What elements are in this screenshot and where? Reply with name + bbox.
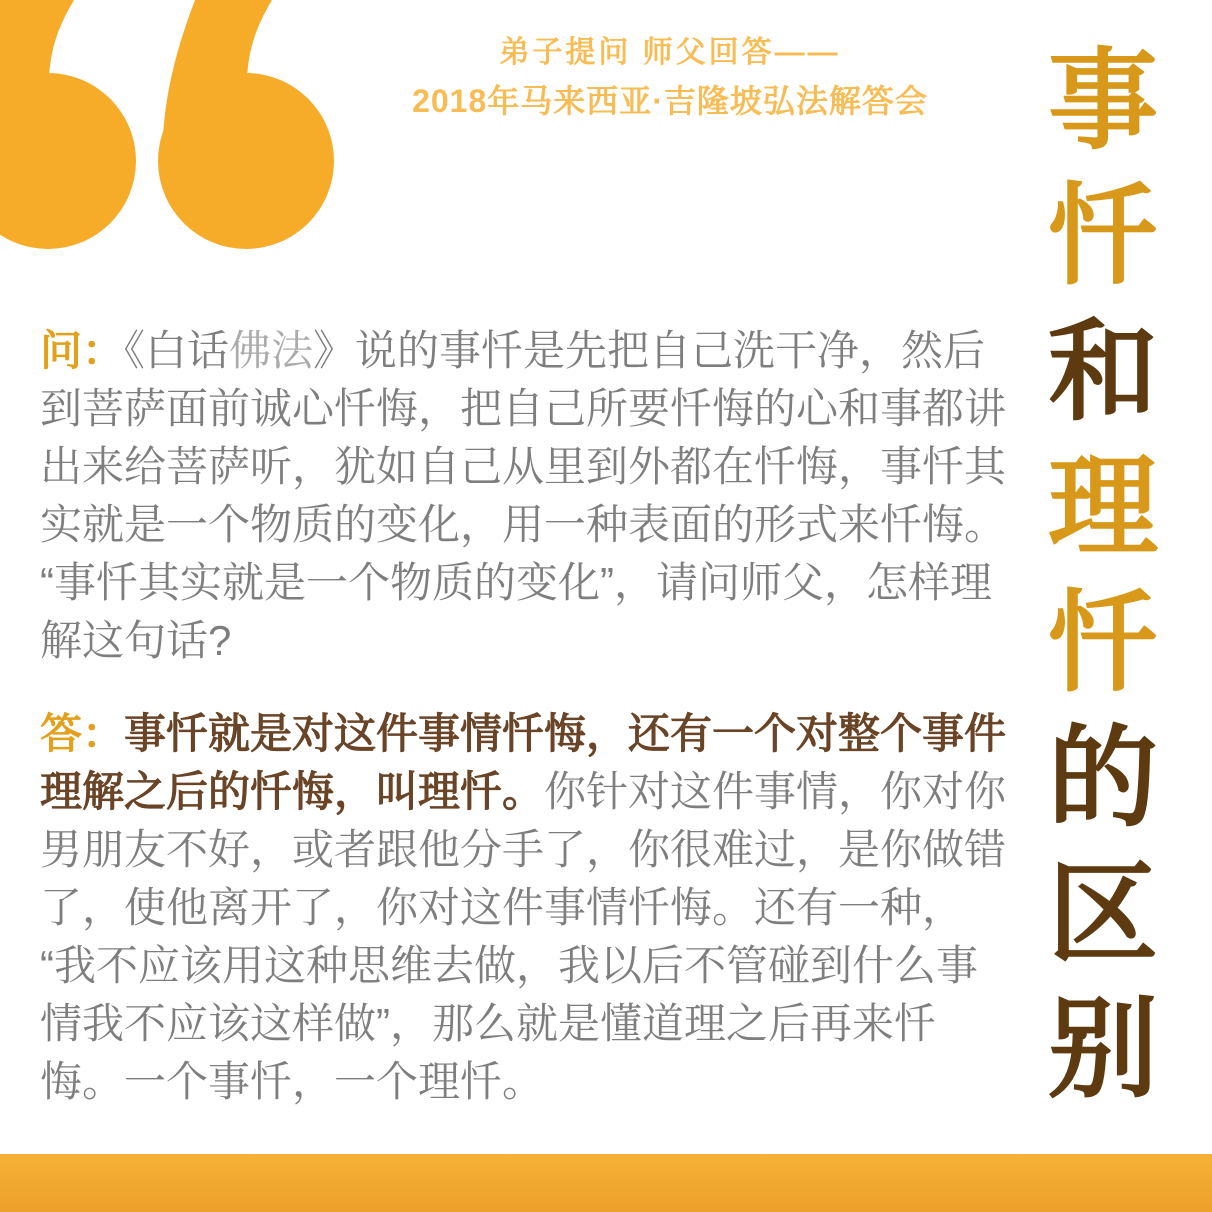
event-header — [340, 30, 1000, 126]
side-title-char: 忏 — [1048, 171, 1158, 301]
answer-text-regular: 你针对这件事情，你对你男朋友不好，或者跟他分手了，你很难过，是你做错了，使他离开了，你对这件事情忏悔。还有一种，“我不应该用这种思维去做，我以后不管碰到什么事情我不应该这样做”，那么就是懂道理之后再来忏悔。一个事忏，一个理忏。 — [40, 768, 1007, 1105]
question-label: 问： — [40, 327, 125, 374]
side-title-char: 事 — [1048, 36, 1158, 165]
side-title-char: 的 — [1048, 713, 1158, 843]
side-title-char: 理 — [1048, 442, 1158, 572]
side-title — [1044, 36, 1162, 1113]
double-quote-icon — [0, 0, 340, 250]
bottom-bar — [0, 1154, 1212, 1212]
side-title-char: 区 — [1048, 848, 1158, 978]
event-header-line1: 弟子提问 师父回答—— — [499, 36, 841, 69]
question-paragraph — [40, 322, 1015, 670]
side-title-char: 忏 — [1048, 577, 1158, 707]
event-header-line2: 2018年马来西亚·吉隆坡弘法解答会 — [412, 83, 928, 119]
answer-label: 答： — [40, 710, 125, 757]
question-text-pre: 《白话 — [124, 327, 230, 374]
side-title-char: 和 — [1048, 306, 1158, 436]
question-text-highlight: 佛法 — [229, 327, 314, 374]
question-text-rest: 》说的事忏是先把自己洗干净，然后到菩萨面前诚心忏悔，把自己所要忏悔的心和事都讲出来给菩萨听，犹如自己从里到外都在忏悔，事忏其实就是一个物质的变化，用一种表面的形式来忏悔。“事忏其实就是一个物质的变化”，请问师父，怎样理解这句话? — [40, 327, 1007, 664]
answer-text-bold: 事忏就是对这件事情忏悔，还有一个对整个事件理解之后的忏悔，叫理忏。 — [40, 710, 1007, 815]
side-title-char: 别 — [1048, 983, 1158, 1113]
answer-paragraph — [40, 705, 1015, 1111]
